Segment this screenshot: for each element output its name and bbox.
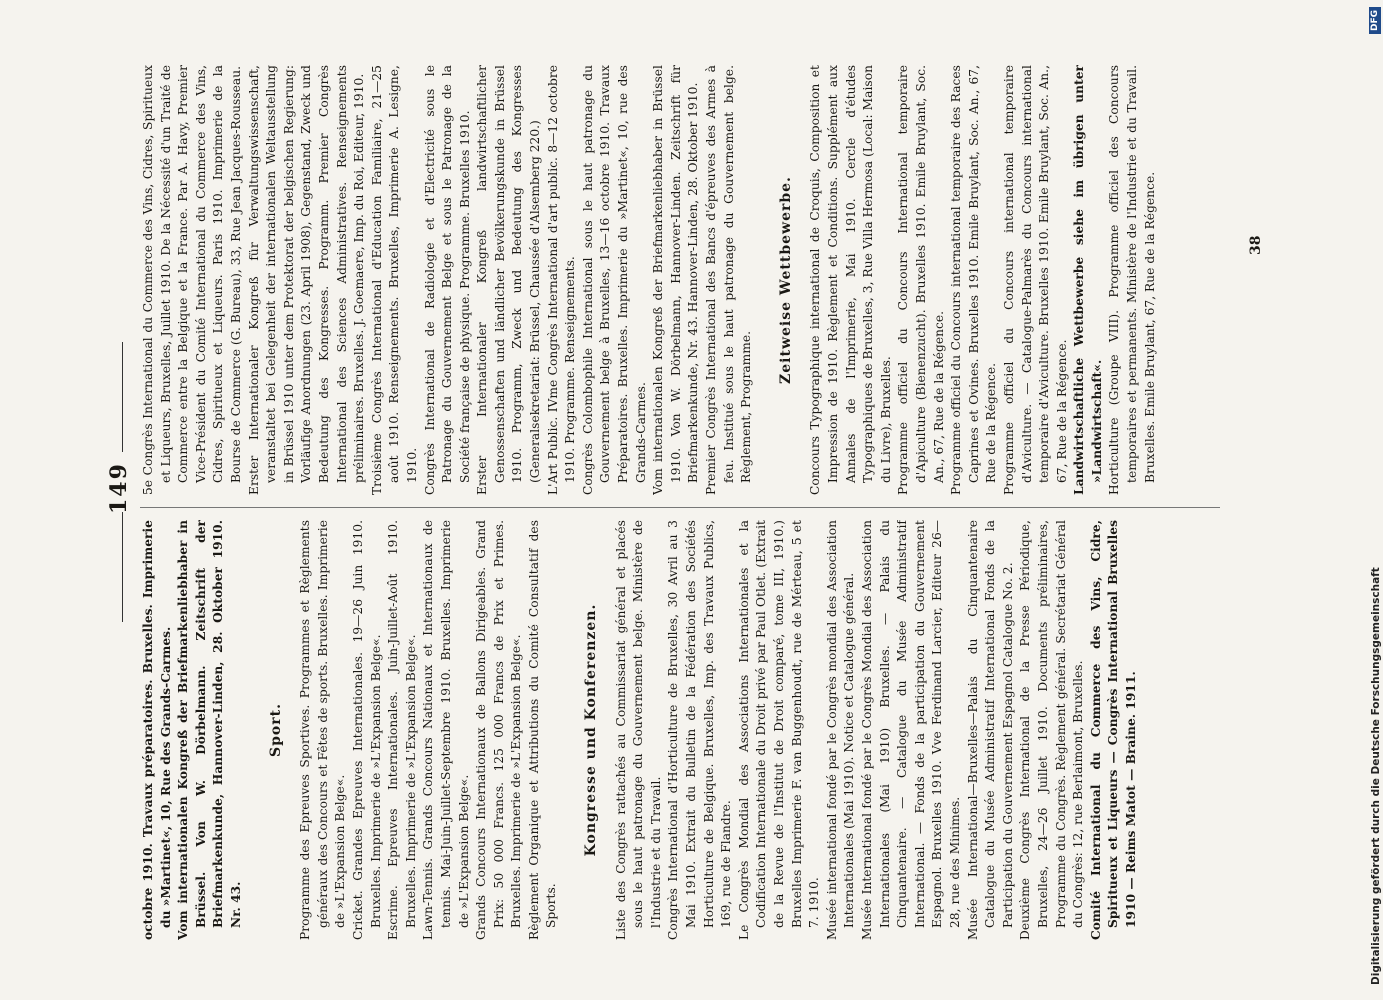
opening-entry: Vom internationalen Kongreß der Briefmarkenliebhaber in Brüssel. Von W. Dörbelmann. Zeitschrift der Briefmarkenkunde, Hannover-Linden, 28. Oktober 1910. Nr. 43. xyxy=(176,520,243,940)
page-number: 149 xyxy=(106,462,132,514)
sport-entry: Cricket. Grandes Epreuves Internationales. 19—26 Juin 1910. Bruxelles. Imprimerie de »L'Expansion Belge«. xyxy=(350,520,383,940)
right-column xyxy=(140,65,1225,495)
congress-entry: Musée international fondé par le Congrès mondial des Association Internationales (Mai 1910). Notice et Catalogue général. xyxy=(824,520,857,940)
sport-entry: Programme des Epreuves Sportives. Programmes et Règlements généraux des Concours et Fêtes de sports. Bruxelles. Imprimerie de »L'Expansion Belge«. xyxy=(298,520,348,940)
congress-entry: Vom internationalen Kongreß der Briefmarkenliebhaber in Brüssel 1910. Von W. Dörbelmann, Hannover-Linden. Zeitschrift für Briefmarkenkunde, Nr. 43. Hannover-Linden, 28. Oktober 1910. xyxy=(651,65,701,495)
opening-entry: octobre 1910. Travaux préparatoires. Bruxelles. Imprimerie du »Martinet«, 10, Rue des Grands-Carmes. xyxy=(141,520,173,940)
congress-entry: 5e Congrès International du Commerce des Vins, Cidres, Spiritueux et Liqueurs, Bruxelles, Juillet 1910. De la Nécessité d'un Traité de Commerce entre la Belgique et la France. Par A. Havy, Premier Vice-Président du Comité International du Commerce des Vins, Cidres, Spiritueux et Liqueurs. Paris 1910. Imprimerie de la Bourse de Commerce (G. Bureau), 33, Rue Jean Jacques-Rousseau. xyxy=(141,65,243,495)
congress-entry: Le Congrès Mondial des Associations Internationales et la Codification Internationale du Droit privé par Paul Otlet. (Extrait de la Revue de l'Institut de Droit comparé, tome III, 1910.) Bruxelles Imprimerie F. van Buggenhoudt, rue de Mérteau, 5 et 7. 1910. xyxy=(736,520,822,940)
section-heading-sport: Sport. xyxy=(267,703,284,757)
sport-entry: Grands Concours Internationaux de Ballons Dirigeables. Grand Prix: 50 000 Francs. 125 000 Francs de Prix et Primes. Bruxelles. Imprimerie de »L'Expansion Belge«. xyxy=(474,520,524,940)
left-column xyxy=(140,520,1225,940)
sport-entry: Lawn-Tennis. Grands Concours Nationaux et Internationaux de tennis. Mai-Juin-Juillet-Septembre 1910. Bruxelles. Imprimerie de »L'Expansion Belge«. xyxy=(421,520,471,940)
congress-entry: Musée International fondé par le Congrès Mondial des Association Internationales (Mai 1910) Bruxelles. — Palais du Cinquantenaire. — Catalogue du Musée Administratif International. — Fonds de la participation du Gouvernement Espagnol. Bruxelles 1910. Vve Ferdinand Larcier, Editeur 26—28, rue des Minimes. xyxy=(859,520,962,940)
competition-entry: Programme officiel du Concours International temporaire d'Apiculture (Bienenzucht). Bruxelles 1910. Emile Bruylant, Soc. An., 67, Rue de la Régence. xyxy=(896,65,946,495)
congress-entry: Deuxième Congrès International de la Presse Périodique, Bruxelles, 24—26 Juillet 1910. Documents préliminaires, Programme du Congrès. Règlement général. Secrétariat Général du Congrès: 12, rue Berlaimont, Bruxelles. xyxy=(1018,520,1086,940)
competition-entry: Horticulture (Groupe VIII). Programme officiel des Concours temporaires et permanents. Ministère de l'Industrie et du Travail. Bruxelles. Emile Bruylant, 67, Rue de la Régence. xyxy=(1107,65,1157,495)
congress-entry: Liste des Congrès rattachés au Commissariat général et placés sous le haut patronage du Gouvernement belge. Ministère de l'Industrie et du Travail. xyxy=(613,520,663,940)
header-rule-right xyxy=(122,342,123,452)
congress-entry: L'Art Public. IVme Congrès International d'art public. 8—12 octobre 1910. Programme. Renseignements. xyxy=(545,65,578,495)
section-heading-congresses: Kongresse und Konferenzen. xyxy=(583,603,600,857)
competition-entry: Programme officiel du Concours international temporaire d'Aviculture. — Catalogue-Palmarès du Concours international temporaire d'Aviculture. Bruxelles 1910. Emile Bruylant, Soc. An., 67, Rue de la Régence. xyxy=(1001,65,1069,495)
digitization-credit: Digitalisierung gefördert durch die Deutsche Forschungsgemeinschaft xyxy=(1370,567,1382,985)
competition-entry: Concours Typographique international de Croquis, Composition et Impression de 1910. Règlement et Conditions. Supplément aux Annales de l'Imprimerie, Mai 1910. Cercle d'études Typographiques de Bruxelles, 3, Rue Villa Hermosa (Local: Maison du Livre), Bruxelles. xyxy=(808,65,893,495)
congress-entry: Congrès International d'Horticulture de Bruxelles, 30 Avril au 3 Mai 1910. Extrait du Bulletin de la Fédération des Sociétés Horticulture de Belgique. Bruxelles, Imp. des Travaux Publics, 169, rue de Flandre. xyxy=(666,520,734,940)
congress-entry: Comité International du Commerce des Vins, Cidre, Spiritueux et Liqueurs — Congrès International Bruxelles 1910 — Reims Matot — Braine. 1911. xyxy=(1088,520,1138,940)
congress-entry: Troisième Congrès International d'Education Familiaire, 21—25 août 1910. Renseignements. Bruxelles, Imprimerie A. Lesigne, 1910. xyxy=(369,65,419,495)
section-heading-competitions: Zeitweise Wettbewerbe. xyxy=(777,176,794,384)
folio-number: 38 xyxy=(1248,235,1264,255)
dfg-badge: DFG xyxy=(1369,7,1381,34)
sport-entry: Règlement Organique et Attributions du Comité Consultatif des Sports. xyxy=(526,520,559,940)
congress-entry: Erster Internationaler Kongreß für Verwaltungswissenschaft, veranstaltet bei Gelegenheit der internationalen Weltausstellung in Brüssel 1910 unter dem Protektorat der belgischen Regierung: Vorläufige Anordnungen (23. April 1908), Gegenstand, Zweck und Bedeutung des Kongresses. Programm. Premier Congrès International des Sciences Administratives. Renseignements préliminaires. Bruxelles. J. Goemaere, Imp. du Roi, Editeur, 1910. xyxy=(246,65,367,495)
congress-entry: Musée International—Bruxelles—Palais du Cinquantenaire Catalogue du Musée Administratif International Fonds de la Participation du Gouvernement Espagnol Catalogue No. 2. xyxy=(965,520,1015,940)
competition-entry: Programme officiel du Concours international temporaire des Races Caprines et Ovines. Bruxelles 1910. Emile Bruylant, Soc. An., 67, Rue de la Régence. xyxy=(949,65,999,495)
header-rule-left xyxy=(122,512,123,622)
sport-entry: Escrime. Epreuves Internationales. Juin-Juillet-Août 1910. Bruxelles. Imprimerie de »L'Expansion Belge«. xyxy=(386,520,418,940)
congress-entry: Premier Congrès International des Bancs d'épreuves des Armes à feu. Institué sous le haut patronage du Gouvernement belge. Règlement, Programme. xyxy=(704,65,754,495)
competition-entry: Landwirtschaftliche Wettbewerbe siehe im übrigen unter »Landwirtschaft«. xyxy=(1072,65,1104,495)
column-divider xyxy=(140,507,1220,508)
congress-entry: Erster Internationaler Kongreß landwirtschaftlicher Genossenschaften und ländlicher Bevölkerungskunde in Brüssel 1910. Programm, Zweck und Bedeutung des Kongresses (Generalsekretariat: Brüssel, Chaussée d'Alsemberg 220.) xyxy=(475,65,543,495)
congress-entry: Congrès International de Radiologie et d'Electricité sous le Patronage du Gouvernement Belge et sous le Patronage de la Société française de physique. Programme. Bruxelles 1910. xyxy=(422,65,472,495)
congress-entry: Congrès Colombophile International sous le haut patronage du Gouvernement belge à Bruxelles, 13—16 octobre 1910. Travaux Préparatoires. Bruxelles. Imprimerie du »Martinet«, 10, rue des Grands-Carmes. xyxy=(580,65,648,495)
